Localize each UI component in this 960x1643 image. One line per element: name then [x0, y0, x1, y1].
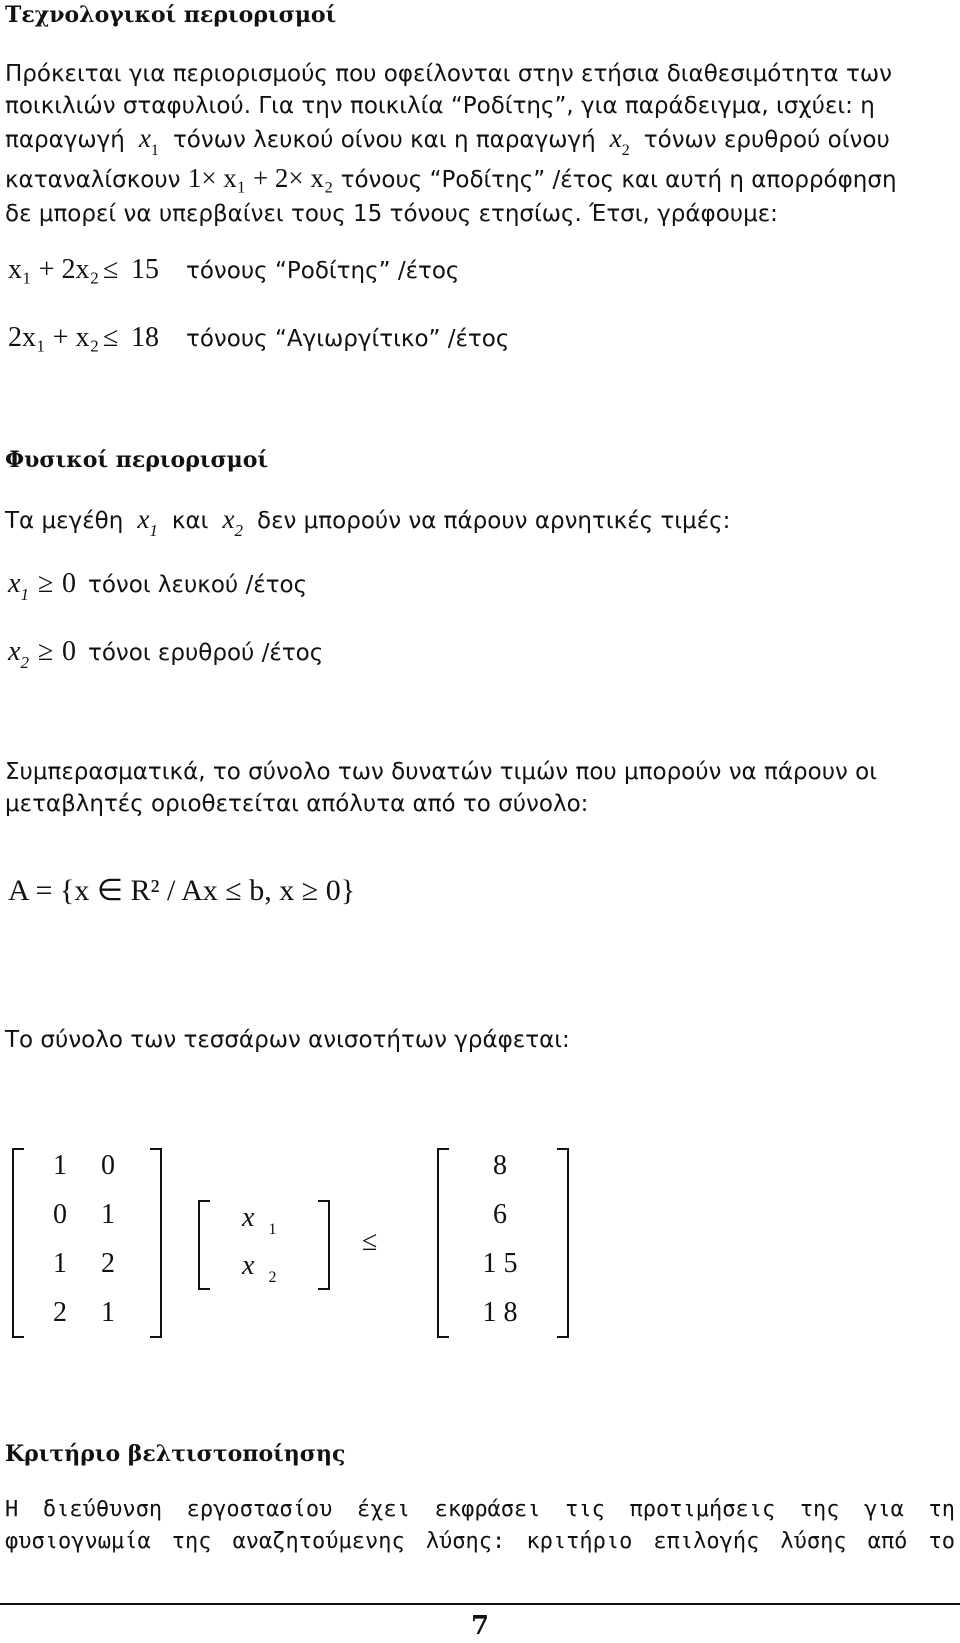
zero-value: 0	[62, 568, 76, 599]
inline-var-x1: $x_1$	[137, 504, 158, 540]
inline-var-x1: $x_1$	[138, 123, 159, 159]
nonneg-x1-unit: τόνοι λευκού /έτος	[88, 572, 308, 598]
paragraph-line: μεταβλητές οριοθετείται απόλυτα από το σύνολο:	[5, 791, 589, 817]
footer-rule	[0, 1603, 960, 1605]
text-fragment: και	[171, 508, 209, 534]
constraint-2-unit: τόνους “Αγιωργίτικο” /έτος	[186, 326, 510, 352]
leq-symbol: ≤	[103, 254, 119, 285]
nonneg-x2-unit: τόνοι ερυθρού /έτος	[88, 640, 324, 666]
constraint-2-lhs: 2x₁ + x₂	[8, 322, 100, 353]
geq-symbol: ≥	[38, 636, 54, 667]
nonneg-x2: $x_2$	[8, 636, 29, 672]
constraint-1-unit: τόνους “Ροδίτης” /έτος	[186, 258, 460, 284]
geq-symbol: ≥	[38, 568, 54, 599]
text-fragment: παραγωγή	[5, 127, 125, 153]
matrix-a-cell: 1	[53, 1150, 67, 1181]
leq-symbol: ≤	[362, 1226, 378, 1257]
text-fragment: δεν μπορούν να πάρουν αρνητικές τιμές:	[257, 508, 731, 534]
page-number: 7	[470, 1611, 490, 1641]
constraint-1-lhs: x₁ + 2x₂	[8, 254, 100, 285]
vector-b-cell: 1 5	[482, 1248, 518, 1279]
paragraph-line: δε μπορεί να υπερβαίνει τους 15 τόνους ετησίως. Έτσι, γράφουμε:	[5, 201, 778, 227]
vector-b-cell: 6	[493, 1199, 507, 1230]
text-fragment: Τα μεγέθη	[5, 508, 124, 534]
feasible-set-definition: A = {x ∈ R² / Ax ≤ b, x ≥ 0}	[8, 874, 356, 907]
paragraph-line: Η διεύθυνση εργοστασίου έχει εκφράσει τις προτιμήσεις της για τη	[5, 1497, 955, 1522]
inline-expression: 1× x₁ + 2× x₂	[187, 163, 334, 193]
matrix-a-cell: 0	[53, 1199, 67, 1230]
text-fragment: τόνων λευκού οίνου και η παραγωγή	[172, 127, 596, 153]
paragraph-line	[5, 162, 897, 196]
section-heading-physical: Φυσικοί περιορισμοί	[5, 447, 269, 473]
vector-b-cell: 8	[493, 1150, 507, 1181]
zero-value: 0	[62, 636, 76, 667]
matrix-a-cell: 2	[101, 1248, 115, 1279]
matrix-a-cell: 1	[101, 1199, 115, 1230]
section-heading-technological: Τεχνολογικοί περιορισμοί	[5, 2, 337, 28]
paragraph-line	[5, 122, 890, 159]
vector-b-left-bracket	[437, 1148, 449, 1338]
matrix-a-left-bracket	[12, 1148, 24, 1338]
constraint-1-rhs: 15	[131, 254, 159, 285]
paragraph-line: Το σύνολο των τεσσάρων ανισοτήτων γράφεται:	[5, 1027, 570, 1053]
text-fragment: καταναλίσκουν	[5, 167, 181, 193]
text-fragment: τόνους “Ροδίτης” /έτος και αυτή η απορρόφηση	[340, 167, 897, 193]
paragraph-line: φυσιογνωμία της αναζητούμενης λύσης: κριτήριο επιλογής λύσης από το	[5, 1529, 955, 1554]
vector-x-left-bracket	[198, 1200, 210, 1290]
paragraph-line: Συμπερασματικά, το σύνολο των δυνατών τιμών που μπορούν να πάρουν οι	[5, 759, 878, 785]
vector-x-entry-1: x $_1$	[242, 1202, 277, 1238]
paragraph-line: ποικιλιών σταφυλιού. Για την ποικιλία “Ροδίτης”, για παράδειγμα, ισχύει: η	[5, 93, 875, 119]
paragraph-line: Πρόκειται για περιορισμούς που οφείλονται στην ετήσια διαθεσιμότητα των	[5, 61, 892, 87]
matrix-a-cell: 1	[101, 1297, 115, 1328]
matrix-a-cell: 0	[101, 1150, 115, 1181]
text-fragment: τόνων ερυθρού οίνου	[643, 127, 890, 153]
section-heading-criterion: Κριτήριο βελτιστοποίησης	[5, 1441, 346, 1467]
nonneg-x1: $x_1$	[8, 568, 29, 604]
matrix-a-right-bracket	[150, 1148, 162, 1338]
vector-x-right-bracket	[318, 1200, 330, 1290]
vector-b-cell: 1 8	[482, 1297, 518, 1328]
matrix-a-cell: 1	[53, 1248, 67, 1279]
constraint-2-rhs: 18	[131, 322, 159, 353]
leq-symbol: ≤	[103, 322, 119, 353]
inline-var-x2: $x_2$	[222, 504, 243, 540]
vector-x-entry-2: x $_2$	[242, 1250, 277, 1286]
inline-var-x2: $x_2$	[609, 123, 630, 159]
paragraph-line	[5, 503, 730, 539]
matrix-a-cell: 2	[53, 1297, 67, 1328]
vector-b-right-bracket	[557, 1148, 569, 1338]
